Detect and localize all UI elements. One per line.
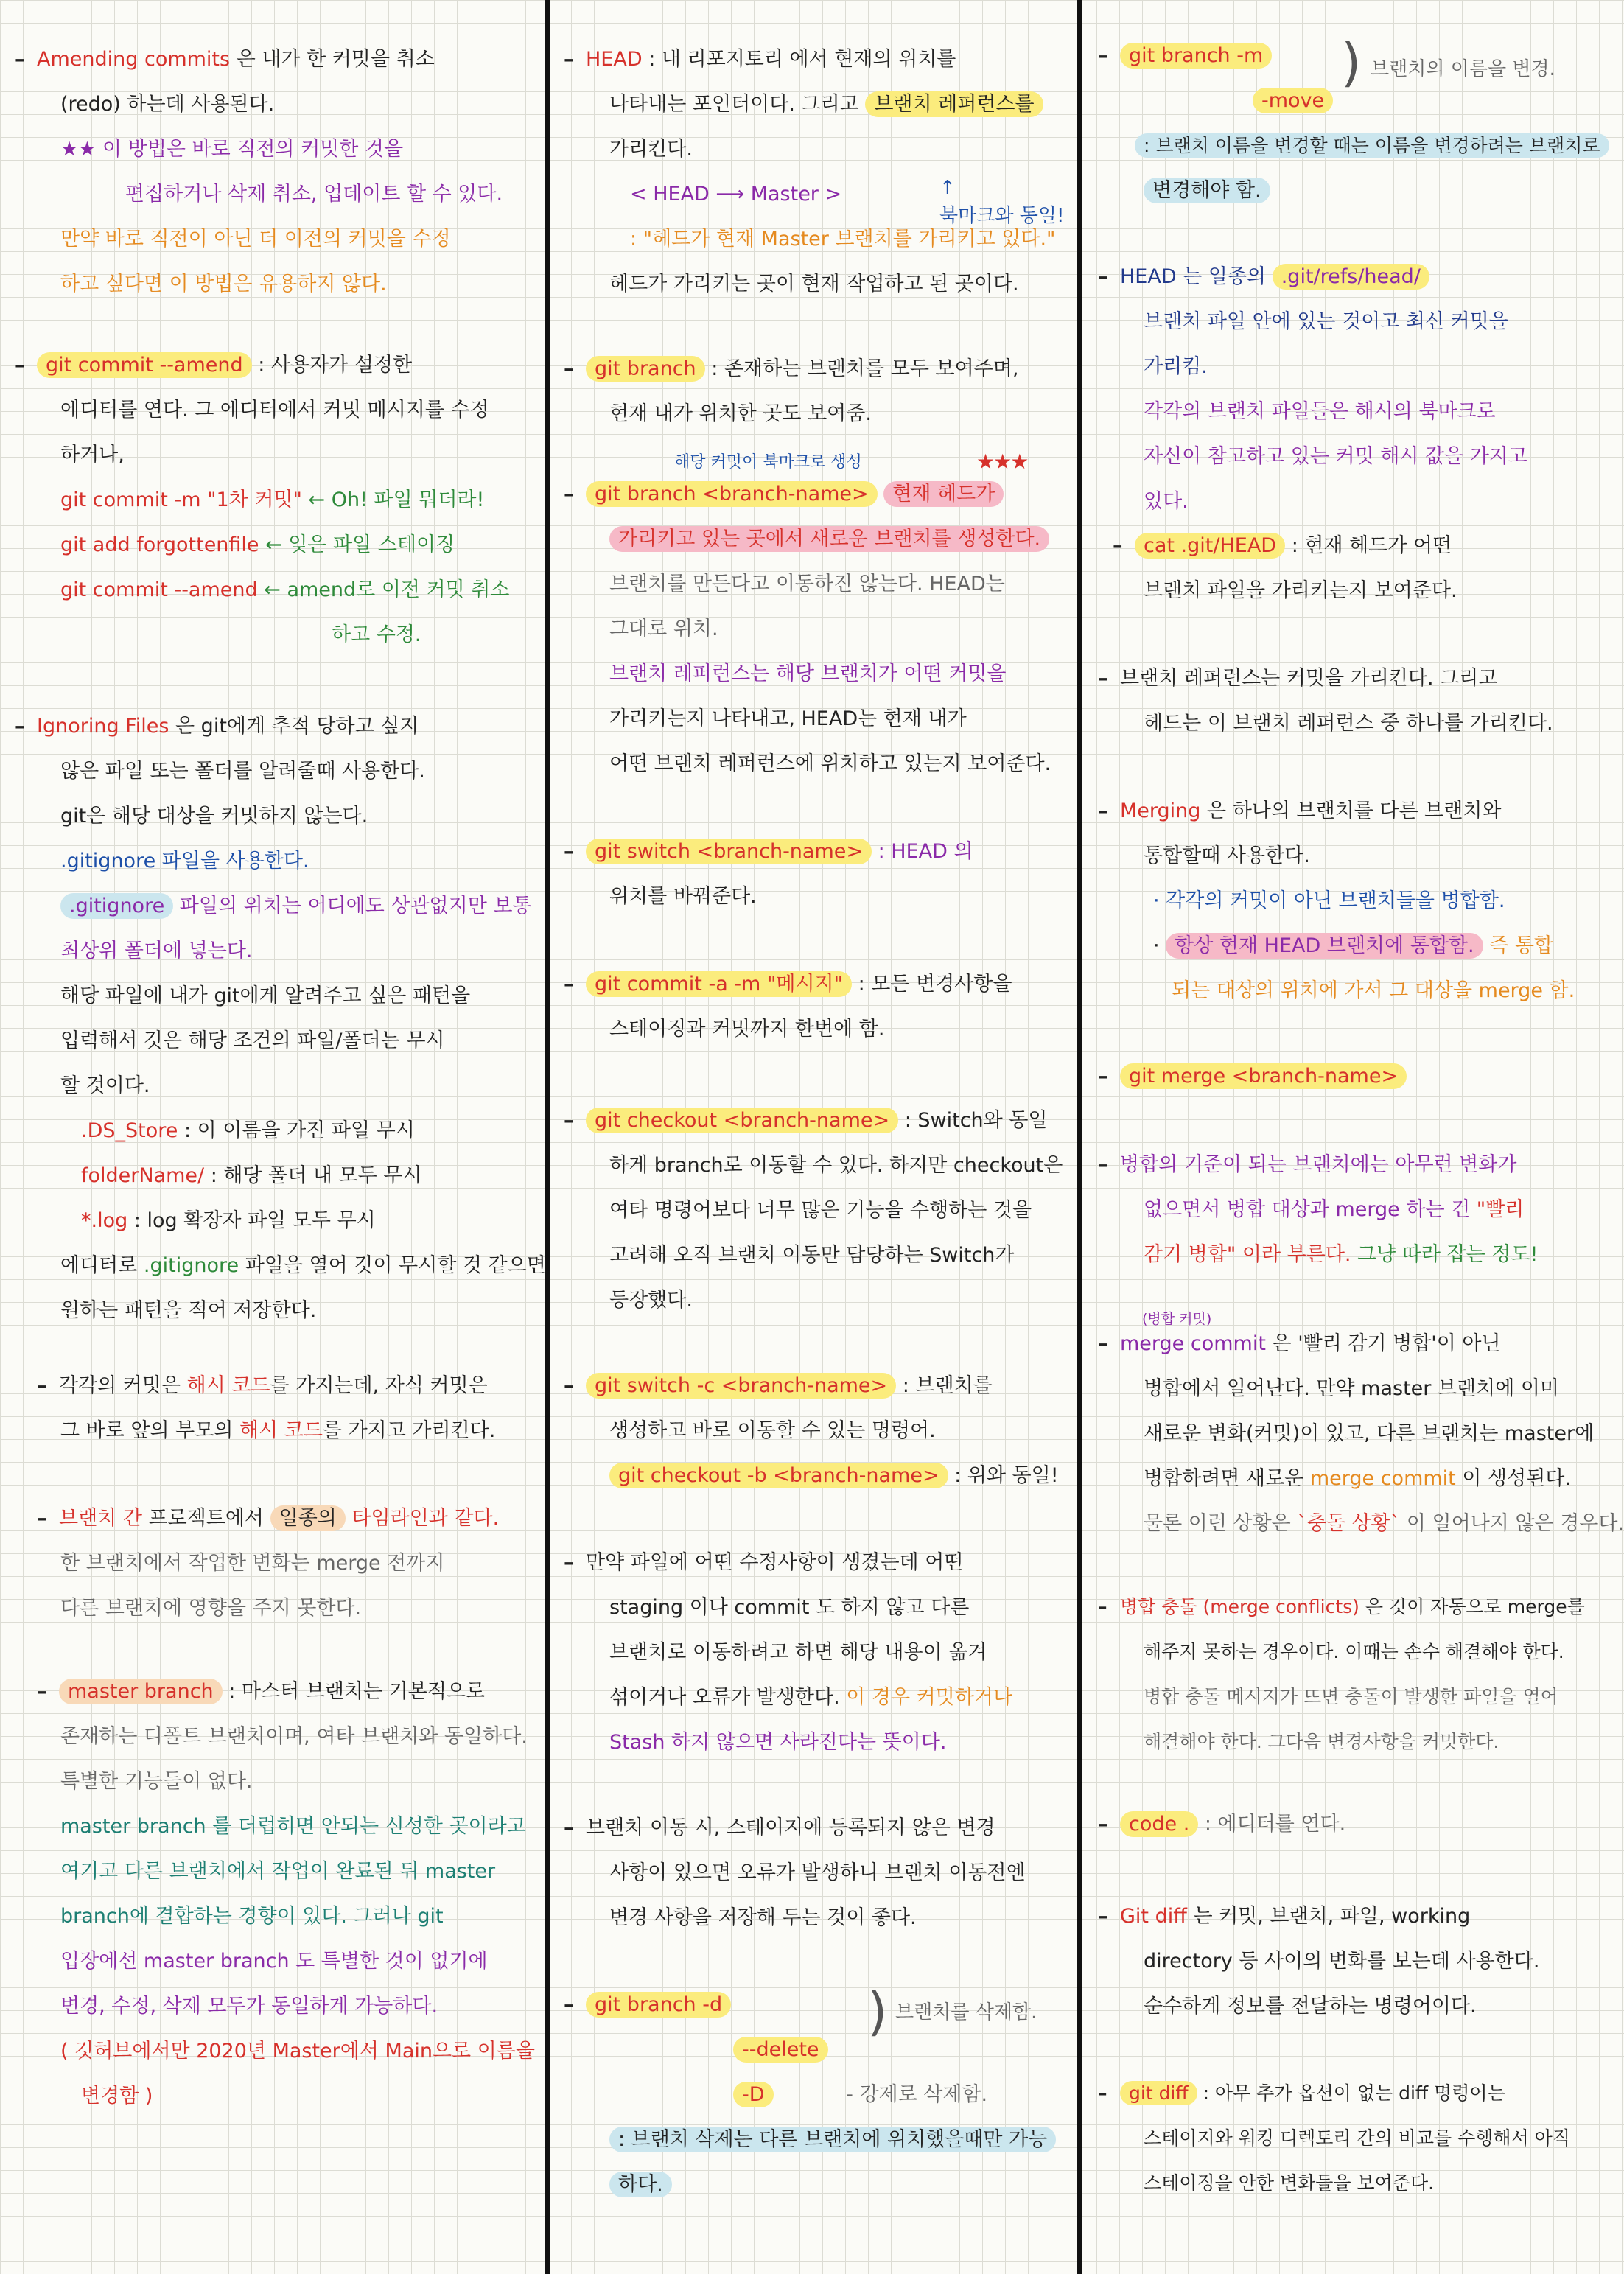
text-line: 않은 파일 또는 폴더를 알려줄때 사용한다. — [60, 760, 425, 783]
text-line: 즉 통합 — [1489, 934, 1554, 957]
ignoring-files-section: – Ignoring Files 은 git에게 추적 당하고 싶지 않은 파일 또는 폴더를 알려줄때 사용한다. git은 해당 대상을 커밋하지 않는다. .gitignore 파일을 사용한다. .gitignore 파일의 위치는 어디에도 상관없지만 보통 최상위 폴더에 넣는다. 해당 파일에 내가 git에게 알려주고 싶은 패턴을 입력해서 깃은 해당 조건의 파일/폴더는 무시 할 것이다. .DS_Store : 이 이름을 가진 파일 무시 folderName/ : 해당 폴더 내 모두 무시 *.log : log 확장자 파일 모두 무시 에디터로 .gitignore 파일을 열어 깃이 무시할 것 같으면 원하는 패턴을 적어 저장한다. — [15, 704, 542, 1333]
column-divider-right — [1077, 0, 1082, 2274]
text-line: : 내 리포지토리 에서 현재의 위치를 — [648, 48, 956, 71]
text-line: 병합의 기준이 되는 브랜치에는 아무런 변화가 — [1120, 1153, 1517, 1176]
annotation: 해당 커밋이 북마크로 생성 — [674, 453, 862, 472]
text-line: 하고 싶다면 이 방법은 유용하지 않다. — [60, 273, 387, 295]
command: git branch — [586, 356, 705, 382]
text-line: (redo) 하는데 사용된다. — [60, 93, 275, 116]
text-line: 에디터를 연다. 그 에디터에서 커밋 메시지를 수정 — [60, 399, 489, 421]
fast-forward-section: – 병합의 기준이 되는 브랜치에는 아무런 변화가 없으면서 병합 대상과 merge 하는 건 "빨리 감기 병합" 이라 부른다. 그냥 따라 잡는 정도! — [1098, 1153, 1539, 1266]
highlight: : 브랜치 삭제는 다른 브랜치에 위치했을때만 가능 — [609, 2127, 1056, 2152]
text-line: 에디터로 — [60, 1254, 138, 1277]
highlight: 브랜치 레퍼런스를 — [865, 91, 1043, 117]
command: git branch <branch-name> — [586, 481, 878, 507]
text-line: : 아무 추가 옵션이 없는 diff 명령어는 — [1203, 2082, 1505, 2104]
command: git checkout -b <branch-name> — [609, 1463, 948, 1488]
text-line: 스테이지와 워킹 디렉토리 간의 비교를 수행해서 아직 — [1144, 2127, 1570, 2149]
note: - 강제로 삭제함. — [846, 2083, 988, 2106]
pattern: .gitignore — [143, 1254, 239, 1277]
note: : 해당 폴더 내 모두 무시 — [210, 1164, 422, 1187]
text-line: branch에 결합하는 경향이 있다. 그러나 git — [60, 1905, 444, 1928]
git-diff-command-section: – git diff : 아무 추가 옵션이 없는 diff 명령어는 스테이지와 워킹 디렉토리 간의 비교를 수행해서 아직 스테이징을 안한 변화들을 보여준다. — [1098, 2071, 1599, 2205]
text-line: directory 등 사이의 변화를 보는데 사용한다. — [1144, 1950, 1540, 1973]
text-line: 헤드는 이 브랜치 레퍼런스 중 하나를 가리킨다. — [1144, 712, 1553, 735]
merging-section: – Merging 은 하나의 브랜치를 다른 브랜치와 통합할때 사용한다. · 각각의 커밋이 아닌 브랜치들을 병합함. · 항상 현재 HEAD 브랜치에 통합함. 즉 통합 되는 대상의 위치에 가서 그 대상을 merge 함. — [1098, 788, 1599, 1013]
text-line: 브랜치 파일을 가리키는지 보여준다. — [1144, 579, 1457, 602]
notes-column-1 — [15, 0, 546, 2274]
section-title: Ignoring Files — [37, 715, 169, 738]
text-line: 병합에서 일어난다. 만약 master 브랜치에 이미 — [1144, 1377, 1560, 1400]
text-line: git은 해당 대상을 커밋하지 않는다. — [60, 805, 368, 828]
highlight: 하다. — [609, 2172, 672, 2197]
pattern: .DS_Store — [81, 1119, 178, 1142]
command: git branch -d — [586, 1992, 731, 2018]
note: 브랜치를 삭제함. — [895, 2001, 1037, 2023]
text-line: 입장에선 master branch 도 특별한 것이 없기에 — [60, 1950, 488, 1973]
text-line: : 모든 변경사항을 — [858, 973, 1012, 996]
text-line: 각각의 브랜치 파일들은 해시의 북마크로 — [1144, 400, 1496, 423]
git-diff-section: – Git diff 는 커밋, 브랜치, 파일, working directory 등 사이의 변화를 보는데 사용한다. 순수하게 정보를 전달하는 명령어이다. — [1098, 1894, 1599, 2029]
keyword: 해시 코드 — [239, 1419, 323, 1442]
text-line: 원하는 패턴을 적어 저장한다. — [60, 1299, 317, 1322]
head-section: – HEAD : 내 리포지토리 에서 현재의 위치를 나타내는 포인터이다. 그리고 브랜치 레퍼런스를 가리킨다. ↑ 북마크와 동일! < HEAD ⟶ Master > : "헤드가 현재 Master 브랜치를 가리키고 있다." 헤드가 가리키는 곳이 현재 작업하고 된 곳이다. — [564, 37, 1072, 307]
text-line: 변경, 수정, 삭제 모두가 동일하게 가능하다. — [60, 1995, 438, 2018]
command: cat .git/HEAD — [1135, 533, 1285, 559]
text-line: 은 내가 한 커밋을 취소 — [236, 48, 435, 71]
amend-section: – Amending commits 은 내가 한 커밋을 취소 (redo) 하는데 사용된다. ★★ 이 방법은 바로 직전의 커밋한 것을 편집하거나 삭제 취소, 업데이트 할 수 있다. 만약 바로 직전이 아닌 더 이전의 커밋을 수정 하고 싶다면 이 방법은 유용하지 않다. — [15, 37, 542, 307]
hash-section: – 각각의 커밋은 해시 코드를 가지는데, 자식 커밋은 그 바로 앞의 부모의 해시 코드를 가지고 가리킨다. — [37, 1374, 496, 1442]
note: ← 잊은 파일 스테이징 — [265, 533, 455, 556]
note: 북마크와 동일! — [939, 205, 1065, 227]
keyword: 감기 병합" 이라 부른다. — [1144, 1243, 1351, 1266]
merge-conflict-section: – 병합 충돌 (merge conflicts) 은 깃이 자동으로 merge를 해주지 못하는 경우이다. 이때는 손수 해결해야 한다. 병합 충돌 메시지가 뜨면 충돌이 발생한 파일을 열어 해결해야 한다. 그다음 변경사항을 커밋한다. — [1098, 1584, 1599, 1764]
text-line: 이 경우 커밋하거나 — [846, 1686, 1013, 1709]
highlight: 현재 헤드가 — [883, 481, 1004, 507]
command: --delete — [733, 2037, 828, 2063]
text-line: 통합할때 사용한다. — [1144, 844, 1310, 867]
note: 브랜치의 이름을 변경. — [1371, 58, 1555, 80]
command: git commit -m "1차 커밋" — [60, 489, 302, 511]
text-line: 가리킨다. — [609, 138, 693, 161]
text-line: 섞이거나 오류가 발생한다. — [609, 1686, 840, 1709]
text-line: 순수하게 정보를 전달하는 명령어이다. — [1144, 1995, 1477, 2018]
text-line: staging 이나 commit 도 하지 않고 다른 — [609, 1596, 970, 1619]
text-line: 브랜치 레퍼런스는 커밋을 가리킨다. 그리고 — [1120, 667, 1498, 690]
text-line: 사항이 있으면 오류가 발생하니 브랜치 이동전엔 — [609, 1861, 1026, 1884]
brace-icon: ) — [867, 1981, 888, 2042]
highlight: .gitignore — [60, 893, 173, 919]
text-line: 존재하는 디폴트 브랜치이며, 여타 브랜치와 동일하다. — [60, 1725, 528, 1748]
highlight: 일종의 — [270, 1505, 346, 1531]
text-line: 헤드가 가리키는 곳이 현재 작업하고 된 곳이다. — [609, 273, 1019, 295]
text-line: 가리키는지 나타내고, HEAD는 현재 내가 — [609, 707, 967, 730]
head-ref-section: – HEAD 는 일종의 .git/refs/head/ 브랜치 파일 안에 있는 것이고 최신 커밋을 가리킴. 각각의 브랜치 파일들은 해시의 북마크로 자신이 참고하고 있는 커밋 해시 값을 가지고 있다. — [1098, 254, 1599, 524]
uncommitted-changes-section: – 만약 파일에 어떤 수정사항이 생겼는데 어떤 staging 이나 commit 도 하지 않고 다른 브랜치로 이동하려고 하면 해당 내용이 옮겨 섞이거나 오류가 발생한다. 이 경우 커밋하거나 Stash 하지 않으면 사라진다는 뜻이다. — [564, 1540, 1072, 1765]
branch-delete-section: – git branch -d --delete ) 브랜치를 삭제함. -D - 강제로 삭제함. : 브랜치 삭제는 다른 브랜치에 위치했을때만 가능 하다. — [564, 1982, 1072, 2207]
text-line: 브랜치를 만든다고 이동하진 않는다. HEAD는 — [609, 573, 1005, 595]
text-line: 그대로 위치. — [609, 618, 718, 640]
text-line: 입력해서 깃은 해당 조건의 파일/폴더는 무시 — [60, 1029, 445, 1052]
text-line: 은 깃이 자동으로 merge를 — [1365, 1596, 1585, 1617]
text-line: 그냥 따라 잡는 정도! — [1357, 1243, 1539, 1266]
command: git switch <branch-name> — [586, 839, 872, 864]
text-line: 하거나, — [60, 444, 125, 466]
section-title: Merging — [1120, 800, 1201, 822]
branch-rename-section: – git branch -m -move ) 브랜치의 이름을 변경. : 브랜치 이름을 변경할 때는 이름을 변경하려는 브랜치로 변경해야 함. — [1098, 33, 1599, 213]
text-line: 고려해 오직 브랜치 이동만 담당하는 Switch가 — [609, 1244, 1015, 1267]
move-tip-section: – 브랜치 이동 시, 스테이지에 등록되지 않은 변경 사항이 있으면 오류가 발생하니 브랜치 이동전엔 변경 사항을 저장해 두는 것이 좋다. — [564, 1805, 1072, 1940]
command: git branch -m — [1120, 43, 1272, 69]
text-line: 해주지 못하는 경우이다. 이때는 손수 해결해야 한다. — [1144, 1641, 1564, 1662]
note: 하고 수정. — [332, 623, 421, 646]
text-line: : Switch와 동일 — [904, 1109, 1048, 1132]
master-branch-section: – master branch : 마스터 브랜치는 기본적으로 존재하는 디폴트 브랜치이며, 여타 브랜치와 동일하다. 특별한 기능들이 없다. master branch 를 더럽히면 안되는 신성한 곳이라고 여기고 다른 브랜치에서 작업이 완료된 뒤 master branch에 결합하는 경향이 있다. 그러나 git 입장에선 master branch 도 특별한 것이 없기에 변경, 수정, 삭제 모두가 동일하게 가능하다. ( 깃허브에서만 2020년 Master에서 Main으로 이름을 변경함 ) — [15, 1669, 542, 2119]
switch-create-section: – git switch -c <branch-name> : 브랜치를 생성하고 바로 이동할 수 있는 명령어. git checkout -b <branch-name> : 위와 동일! — [564, 1363, 1072, 1498]
highlight: 항상 현재 HEAD 브랜치에 통합함. — [1166, 933, 1483, 959]
text-line: 스테이징과 커밋까지 한번에 함. — [609, 1018, 885, 1040]
text-line: 병합하려면 새로운 — [1144, 1467, 1304, 1490]
star-icon: ★★★ — [976, 449, 1028, 474]
note: (병합 커밋) — [1142, 1311, 1212, 1327]
text-line: 를 가지고 가리킨다. — [322, 1419, 496, 1442]
text-line: : "헤드가 현재 Master 브랜치를 가리키고 있다." — [630, 228, 1056, 251]
keyword: 타임라인과 같다. — [351, 1507, 500, 1530]
keyword: `충돌 상황` — [1297, 1512, 1401, 1535]
merge-commit-section: (병합 커밋) – merge commit 은 '빨리 감기 병합'이 아닌 병합에서 일어난다. 만약 master 브랜치에 이미 새로운 변화(커밋)이 있고, 다른 브랜치는 master에 병합하려면 새로운 merge commit 이 생성된다. 물론 이런 상황은 `충돌 상황` 이 일어나지 않은 경우다. — [1098, 1308, 1599, 1533]
section-title: HEAD — [586, 48, 643, 71]
text-line: 은 '빨리 감기 병합'이 아닌 — [1272, 1332, 1501, 1355]
keyword: 해시 코드 — [186, 1374, 270, 1397]
command: git merge <branch-name> — [1120, 1063, 1407, 1089]
pattern: *.log — [81, 1209, 128, 1232]
text-line: : 존재하는 브랜치를 모두 보여주며, — [711, 357, 1019, 380]
text-line: 편집하거나 삭제 취소, 업데이트 할 수 있다. — [125, 183, 503, 206]
text-line: 생성하고 바로 이동할 수 있는 명령어. — [609, 1419, 936, 1442]
command: git commit --amend — [37, 352, 252, 378]
section-title: Git diff — [1120, 1905, 1187, 1928]
note: : log 확장자 파일 모두 무시 — [133, 1209, 376, 1232]
command: git commit --amend — [60, 578, 258, 601]
code-command-section: – code . : 에디터를 연다. — [1098, 1813, 1346, 1836]
text-line: 나타내는 포인터이다. 그리고 — [609, 93, 859, 116]
text-line: : 브랜치를 — [902, 1374, 993, 1397]
highlight: 변경해야 함. — [1144, 178, 1270, 203]
text-line: 브랜치로 이동하려고 하면 해당 내용이 옮겨 — [609, 1641, 987, 1664]
text-line: .gitignore 파일을 사용한다. — [60, 850, 309, 872]
text-line: 없으면서 병합 대상과 merge 하는 건 — [1144, 1198, 1471, 1221]
branch-ref-section: – 브랜치 레퍼런스는 커밋을 가리킨다. 그리고 헤드는 이 브랜치 레퍼런스 중 하나를 가리킨다. — [1098, 656, 1599, 746]
command: git checkout <branch-name> — [586, 1108, 898, 1133]
text-line: 여타 명령어보다 너무 많은 기능을 수행하는 것을 — [609, 1199, 1032, 1222]
text-line: 각각의 커밋은 — [59, 1374, 181, 1397]
git-switch-section: – git switch <branch-name> : HEAD 의 위치를 바꿔준다. — [564, 829, 1072, 919]
text-line: 현재 내가 위치한 곳도 보여줌. — [609, 402, 872, 425]
text-line: 다른 브랜치에 영향을 주지 못한다. — [60, 1597, 362, 1620]
keyword: 브랜치 간 — [59, 1507, 142, 1530]
note: : 위와 동일! — [954, 1464, 1059, 1487]
text-line: 이 일어나지 않은 경우다. — [1406, 1512, 1624, 1535]
text-line: 스테이징을 안한 변화들을 보여준다. — [1144, 2172, 1435, 2194]
command: git diff — [1120, 2081, 1197, 2105]
brace-icon: ) — [1341, 32, 1362, 93]
notes-column-3 — [1098, 0, 1624, 2274]
text-line: 은 하나의 브랜치를 다른 브랜치와 — [1207, 800, 1502, 822]
column-divider-left — [545, 0, 550, 2274]
commit-all-section: – git commit -a -m "메시지" : 모든 변경사항을 스테이징과 커밋까지 한번에 함. — [564, 962, 1072, 1052]
text-line: : 에디터를 연다. — [1204, 1813, 1346, 1836]
merge-command-section: – git merge <branch-name> — [1098, 1054, 1599, 1099]
keyword: merge commit — [1120, 1332, 1266, 1355]
text-line: 해당 파일에 내가 git에게 알려주고 싶은 패턴을 — [60, 984, 471, 1007]
text-line: 파일을 열어 깃이 무시할 것 같으면 — [245, 1254, 546, 1277]
highlight: 가리키고 있는 곳에서 새로운 브랜치를 생성한다. — [609, 526, 1049, 552]
text-line: 위치를 바꿔준다. — [609, 885, 757, 908]
text-line: 는 커밋, 브랜치, 파일, working — [1193, 1905, 1471, 1928]
text-line: : 사용자가 설정한 — [258, 354, 413, 377]
highlight: : 브랜치 이름을 변경할 때는 이름을 변경하려는 브랜치로 — [1135, 133, 1609, 158]
text-line: 특별한 기능들이 없다. — [60, 1770, 253, 1793]
text-line: 새로운 변화(커밋)이 있고, 다른 브랜치는 master에 — [1144, 1422, 1595, 1445]
text-line: 변경 사항을 저장해 두는 것이 좋다. — [609, 1906, 917, 1929]
note: ← Oh! 파일 뭐더라! — [308, 489, 485, 511]
text-line: 이 생성된다. — [1462, 1467, 1571, 1490]
text-line: 를 가지는데, 자식 커밋은 — [270, 1374, 488, 1397]
branch-timeline-section: – 브랜치 간 프로젝트에서 일종의 타임라인과 같다. 한 브랜치에서 작업한 변화는 merge 전까지 다른 브랜치에 영향을 주지 못한다. — [15, 1496, 542, 1631]
command: -D — [733, 2082, 774, 2107]
pattern: folderName/ — [81, 1164, 205, 1187]
text-line: 최상위 폴더에 넣는다. — [60, 940, 253, 962]
text-line: HEAD 는 일종의 — [1120, 265, 1267, 288]
text-line: < HEAD ⟶ Master > — [630, 183, 842, 206]
text-line: 이 방법은 바로 직전의 커밋한 것을 — [102, 138, 404, 161]
text-line: 자신이 참고하고 있는 커밋 해시 값을 가지고 — [1144, 445, 1527, 468]
path: .git/refs/head/ — [1273, 264, 1429, 290]
list-item: · 항상 현재 HEAD 브랜치에 통합함. 즉 통합 — [1153, 934, 1554, 957]
text-line: 프로젝트에서 — [148, 1507, 265, 1530]
text-line: 해결해야 한다. 그다음 변경사항을 커밋한다. — [1144, 1731, 1499, 1752]
list-item: · 각각의 커밋이 아닌 브랜치들을 병합함. — [1153, 889, 1505, 912]
text-line: 브랜치 이동 시, 스테이지에 등록되지 않은 변경 — [586, 1816, 995, 1839]
text-line: 어떤 브랜치 레퍼런스에 위치하고 있는지 보여준다. — [609, 752, 1051, 775]
commit-amend-section: – git commit --amend : 사용자가 설정한 에디터를 연다. 그 에디터에서 커밋 메시지를 수정 하거나, git commit -m "1차 커밋" ← Oh! 파일 뭐더라! git add forgottenfile ← 잊은 파일 스테이징 git commit --amend ← amend로 이전 커밋 취소 하고 수정. — [15, 343, 542, 657]
keyword: "빨리 — [1476, 1198, 1525, 1221]
text-line: 있다. — [1144, 490, 1189, 513]
text-line: 병합 충돌 메시지가 뜨면 충돌이 발생한 파일을 열어 — [1144, 1686, 1558, 1707]
text-line: 할 것이다. — [60, 1074, 150, 1097]
text-line: 브랜치 파일 안에 있는 것이고 최신 커밋을 — [1144, 310, 1508, 333]
cat-head-section: – cat .git/HEAD : 현재 헤드가 어떤 브랜치 파일을 가리키는지 보여준다. — [1098, 523, 1599, 613]
text-line: 만약 바로 직전이 아닌 더 이전의 커밋을 수정 — [60, 228, 451, 251]
text-line: : HEAD 의 — [878, 840, 973, 863]
text-line: 파일의 위치는 어디에도 상관없지만 보통 — [179, 895, 532, 917]
star-icon: ★★ — [60, 138, 97, 161]
command: git commit -a -m "메시지" — [586, 971, 852, 997]
note: : 이 이름을 가진 파일 무시 — [183, 1119, 415, 1142]
section-title: master branch — [59, 1679, 223, 1704]
note: ← amend로 이전 커밋 취소 — [264, 578, 510, 601]
text-line: 브랜치 레퍼런스는 해당 브랜치가 어떤 커밋을 — [609, 662, 1007, 685]
branch-create-section: 해당 커밋이 북마크로 생성 ★★★ – git branch <branch-name> 현재 헤드가 가리키고 있는 곳에서 새로운 브랜치를 생성한다. 브랜치를 만든다고 이동하진 않는다. HEAD는 그대로 위치. 브랜치 레퍼런스는 해당 브랜치가 어떤 커밋을 가리키는지 나타내고, HEAD는 현재 내가 어떤 브랜치 레퍼런스에 위치하고 있는지 보여준다. — [564, 449, 1072, 764]
text-line: 만약 파일에 어떤 수정사항이 생겼는데 어떤 — [586, 1551, 964, 1574]
text-line: 한 브랜치에서 작업한 변화는 merge 전까지 — [60, 1552, 445, 1575]
text-line: 그 바로 앞의 부모의 — [60, 1419, 234, 1442]
text-line: 변경함 ) — [81, 2085, 153, 2107]
command: code . — [1120, 1811, 1198, 1837]
text-line: Stash 하지 않으면 사라진다는 뜻이다. — [609, 1731, 947, 1754]
arrow-up-icon: ↑ — [939, 177, 956, 199]
section-title: Amending commits — [37, 48, 231, 71]
text-line: 물론 이런 상황은 — [1144, 1512, 1291, 1535]
command: git switch -c <branch-name> — [586, 1373, 896, 1399]
text-line: 등장했다. — [609, 1289, 693, 1312]
text-line: 가리킴. — [1144, 355, 1208, 378]
text-line: 되는 대상의 위치에 가서 그 대상을 merge 함. — [1172, 979, 1575, 1002]
keyword: merge commit — [1309, 1467, 1456, 1490]
keyword: 병합 충돌 (merge conflicts) — [1120, 1596, 1359, 1617]
git-checkout-section: – git checkout <branch-name> : Switch와 동일 하게 branch로 이동할 수 있다. 하지만 checkout은 여타 명령어보다 너무 많은 기능을 수행하는 것을 고려해 오직 브랜치 이동만 담당하는 Switch가 등장했다. — [564, 1098, 1072, 1323]
text-line: 여기고 다른 브랜치에서 작업이 완료된 뒤 master — [60, 1860, 496, 1883]
notes-column-2 — [564, 0, 1072, 2274]
text-line: ( 깃허브에서만 2020년 Master에서 Main으로 이름을 — [60, 2040, 535, 2063]
text-line: : 현재 헤드가 어떤 — [1291, 534, 1452, 557]
git-branch-section: – git branch : 존재하는 브랜치를 모두 보여주며, 현재 내가 위치한 곳도 보여줌. — [564, 346, 1072, 436]
text-line: 하게 branch로 이동할 수 있다. 하지만 checkout은 — [609, 1154, 1063, 1177]
command: git add forgottenfile — [60, 533, 259, 556]
command: -move — [1253, 88, 1333, 113]
text-line: 은 git에게 추적 당하고 싶지 — [175, 715, 419, 738]
text-line: : 마스터 브랜치는 기본적으로 — [228, 1680, 486, 1703]
text-line: master branch 를 더럽히면 안되는 신성한 곳이라고 — [60, 1815, 526, 1838]
